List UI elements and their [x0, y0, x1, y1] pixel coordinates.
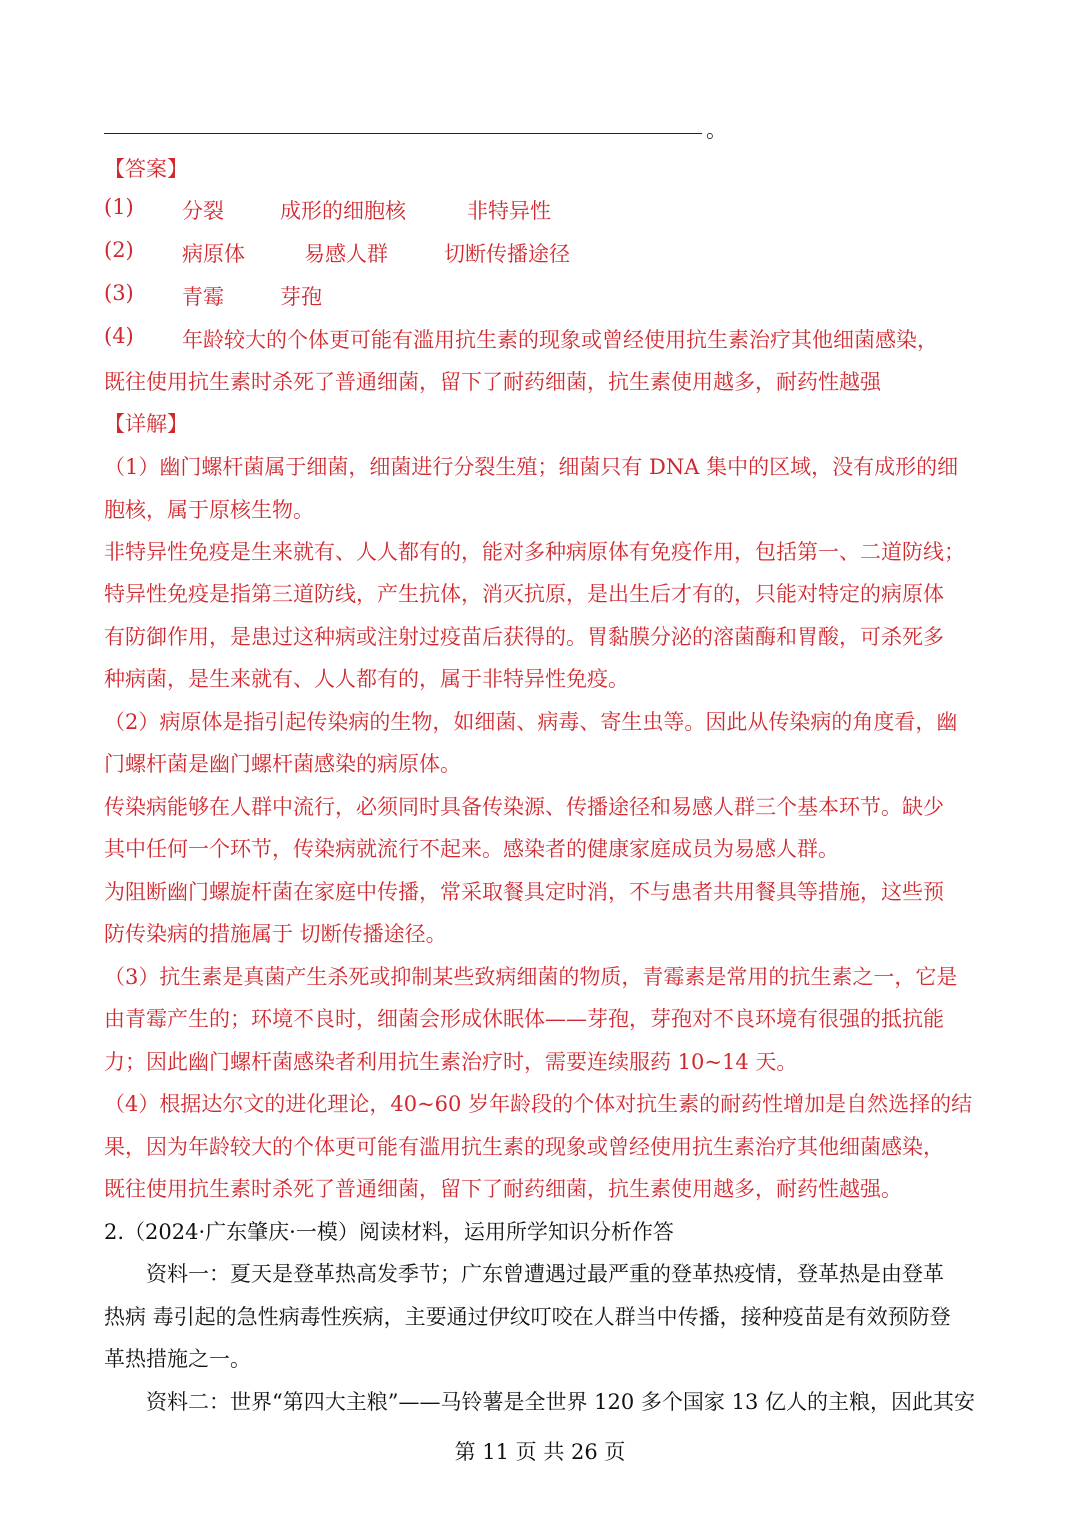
- detail-line: 由青霉产生的；环境不良时，细菌会形成休眠体——芽孢，芽孢对不良环境有很强的抵抗能: [104, 1007, 944, 1031]
- answer-text: 病原体: [182, 242, 245, 266]
- answer-text: 芽孢: [280, 285, 322, 309]
- detail-line: 门螺杆菌是幽门螺杆菌感染的病原体。: [104, 752, 461, 776]
- answer-blank-underline: [104, 133, 702, 134]
- answer-text: 切断传播途径: [444, 242, 570, 266]
- detail-line: 其中任何一个环节，传染病就流行不起来。感染者的健康家庭成员为易感人群。: [104, 837, 839, 861]
- question-2-material-line: 热病 毒引起的急性病毒性疾病，主要通过伊纹叮咬在人群当中传播，接种疫苗是有效预防登: [104, 1305, 951, 1329]
- answer-num: (3): [104, 281, 134, 305]
- question-2-material-line: 资料一：夏天是登革热高发季节；广东曾遭遇过最严重的登革热疫情，登革热是由登革: [146, 1262, 944, 1286]
- answer-num: (1): [104, 195, 134, 219]
- detail-line: （1）幽门螺杆菌属于细菌，细菌进行分裂生殖；细菌只有 DNA 集中的区域，没有成形的细: [104, 455, 959, 479]
- detail-line: （2）病原体是指引起传染病的生物，如细菌、病毒、寄生虫等。因此从传染病的角度看，幽: [104, 710, 958, 734]
- detail-line: 有防御作用，是患过这种病或注射过疫苗后获得的。胃黏膜分泌的溶菌酶和胃酸，可杀死多: [104, 625, 944, 649]
- detail-line: 种病菌，是生来就有、人人都有的，属于非特异性免疫。: [104, 667, 629, 691]
- answer-blank-line-row: [104, 112, 727, 142]
- detail-line: 非特异性免疫是生来就有、人人都有的，能对多种病原体有免疫作用，包括第一、二道防线；: [104, 540, 965, 564]
- answer-text: 青霉: [182, 285, 224, 309]
- answer-row-4-continued: 既往使用抗生素时杀死了普通细菌，留下了耐药细菌，抗生素使用越多，耐药性越强: [104, 370, 881, 394]
- answer-text: 年龄较大的个体更可能有滥用抗生素的现象或曾经使用抗生素治疗其他细菌感染，: [182, 328, 938, 352]
- detail-line: 特异性免疫是指第三道防线，产生抗体，消灭抗原，是出生后才有的，只能对特定的病原体: [104, 582, 944, 606]
- answer-text: 分裂: [182, 199, 224, 223]
- detail-line: （4）根据达尔文的进化理论，40~60 岁年龄段的个体对抗生素的耐药性增加是自然选择的结: [104, 1092, 973, 1116]
- detail-line: 果，因为年龄较大的个体更可能有滥用抗生素的现象或曾经使用抗生素治疗其他细菌感染，: [104, 1135, 944, 1159]
- answer-title: 【答案】: [104, 157, 188, 181]
- detail-line: 力；因此幽门螺杆菌感染者利用抗生素治疗时，需要连续服药 10~14 天。: [104, 1050, 798, 1074]
- detail-line: 传染病能够在人群中流行，必须同时具备传染源、传播途径和易感人群三个基本环节。缺少: [104, 795, 944, 819]
- answer-num: (4): [104, 324, 134, 348]
- question-2-header: 2.（2024·广东肇庆·一模）阅读材料，运用所学知识分析作答: [104, 1220, 674, 1244]
- answer-text: 成形的细胞核: [280, 199, 406, 223]
- answer-text: 易感人群: [304, 242, 388, 266]
- detail-line: （3）抗生素是真菌产生杀死或抑制某些致病细菌的物质，青霉素是常用的抗生素之一，它是: [104, 965, 958, 989]
- detail-line: 既往使用抗生素时杀死了普通细菌，留下了耐药细菌，抗生素使用越多，耐药性越强。: [104, 1177, 902, 1201]
- question-2-material-line: 革热措施之一。: [104, 1347, 251, 1371]
- detail-line: 胞核，属于原核生物。: [104, 498, 314, 522]
- answer-num: (2): [104, 238, 134, 262]
- detail-title: 【详解】: [104, 412, 188, 436]
- answer-text: 非特异性: [467, 199, 551, 223]
- question-2-material-line: 资料二：世界“第四大主粮”——马铃薯是全世界 120 多个国家 13 亿人的主粮，因此其安: [146, 1390, 975, 1414]
- detail-line: 为阻断幽门螺旋杆菌在家庭中传播，常采取餐具定时消，不与患者共用餐具等措施，这些预: [104, 880, 944, 904]
- detail-line: 防传染病的措施属于 切断传播途径。: [104, 922, 447, 946]
- blank-period: 。: [706, 118, 727, 142]
- page-number-footer: 第 11 页 共 26 页: [454, 1440, 626, 1464]
